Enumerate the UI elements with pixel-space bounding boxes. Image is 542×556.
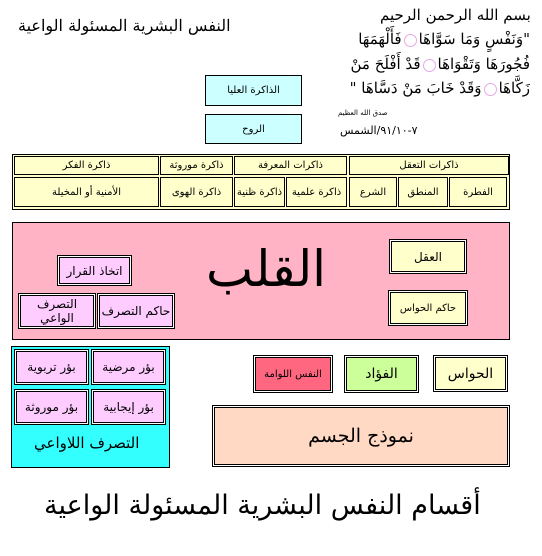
inherited-memory-cell (160, 156, 233, 175)
positive-foci-label: بؤر إيجابية (103, 400, 154, 414)
verse-line-1b: فَأَلْهَمَهَا (358, 30, 402, 48)
wish-memory-cell (14, 177, 159, 207)
verse-line-1 (358, 30, 530, 48)
sadaq-text: صدق الله العظيم (338, 109, 388, 117)
conscious-action-label: التصرف الواعي (36, 297, 78, 325)
desire-memory-cell (160, 177, 233, 207)
verse-line-2b: قَدْ أَفْلَحَ مَنْ (350, 55, 421, 73)
mind-item-logic (398, 177, 448, 207)
mind-item-fitra (449, 177, 507, 207)
diseased-foci-box (91, 349, 166, 385)
mind-label: العقل (414, 249, 442, 264)
decision-label: اتخاذ القرار (66, 263, 123, 278)
mind-memories-label: ذاكرات التعقل (399, 160, 459, 171)
thought-memory-label: ذاكرة الفكر (62, 160, 111, 171)
body-model-box (212, 405, 510, 467)
educational-foci-box (14, 349, 89, 385)
knowledge-item-speculative (234, 177, 285, 207)
verse-line-1a: "وَنَفْسٍ وَمَا سَوَّاهَا (418, 30, 530, 48)
inherited-foci-label: بؤر موروثة (24, 400, 79, 414)
inherited-foci-box (14, 389, 89, 425)
footer-caption: أقسام النفس البشرية المسئولة الواعية (44, 490, 481, 521)
positive-foci-box (91, 389, 166, 425)
senses-box (433, 355, 508, 392)
basmala: بسم الله الرحمن الرحيم (380, 6, 531, 24)
heart-title: القلب (206, 240, 327, 298)
knowledge-memories-label: ذاكرات المعرفة (258, 160, 323, 171)
ruler-action-box (97, 293, 175, 329)
body-model-label: نموذج الجسم (308, 425, 414, 447)
conscious-action-box (18, 293, 96, 329)
blaming-self-box (253, 355, 333, 393)
ruler-action-label: حاكم التصرف (101, 304, 171, 318)
decision-box (57, 255, 132, 286)
blaming-self-label: النفس اللوامة (264, 368, 322, 380)
mind-item-sharia (349, 177, 397, 207)
verse-line-3a: زَكَّاهَا (498, 79, 530, 97)
desire-memory-label: ذاكرة الهوى (171, 186, 222, 198)
educational-foci-label: بؤر تربوية (27, 360, 76, 374)
senses-label: الحواس (447, 365, 494, 382)
spirit-label: الروح (242, 123, 265, 135)
doc-title: النفس البشرية المسئولة الواعية (18, 16, 231, 35)
unconscious-action-label: التصرف اللاواعي (34, 434, 140, 452)
higher-memory-label: الذاكرة العليا (227, 85, 280, 96)
fuad-box (344, 355, 419, 393)
wish-memory-label: الأمنية أو المخيلة (52, 186, 121, 198)
thought-memory-cell (14, 156, 159, 175)
surah-reference: ٧-٩١/١٠/الشمس (340, 124, 418, 137)
knowledge-item-scientific (286, 177, 347, 207)
verse-line-3 (350, 79, 530, 97)
knowledge-memories-header (234, 156, 347, 175)
senses-ruler-label: حاكم الحواس (399, 302, 457, 314)
knowledge-item-label: ذاكرة ظنية (236, 186, 283, 198)
mind-item-label: الشرع (359, 186, 387, 198)
diseased-foci-label: بؤر مرضية (102, 360, 155, 374)
verse-line-3b: وَقَدْ خَابَ مَنْ دَسَّاهَا " (349, 79, 482, 97)
separator-circle-icon (484, 83, 497, 96)
verse-line-2 (350, 55, 530, 73)
mind-box (389, 239, 467, 274)
mind-item-label: المنطق (407, 186, 439, 198)
mind-memories-header (349, 156, 509, 175)
mind-item-label: الفطرة (463, 186, 493, 198)
knowledge-item-label: ذاكرة علمية (291, 186, 342, 198)
higher-memory-box (205, 75, 302, 106)
senses-ruler-box (388, 290, 468, 326)
spirit-box (205, 114, 302, 144)
verse-line-2a: فُجُورَهَا وَتَقْوَاهَا (437, 55, 530, 73)
inherited-memory-label: ذاكرة موروثة (169, 160, 224, 171)
separator-circle-icon (423, 59, 436, 72)
separator-circle-icon (404, 34, 417, 47)
fuad-label: الفؤاد (365, 366, 398, 382)
